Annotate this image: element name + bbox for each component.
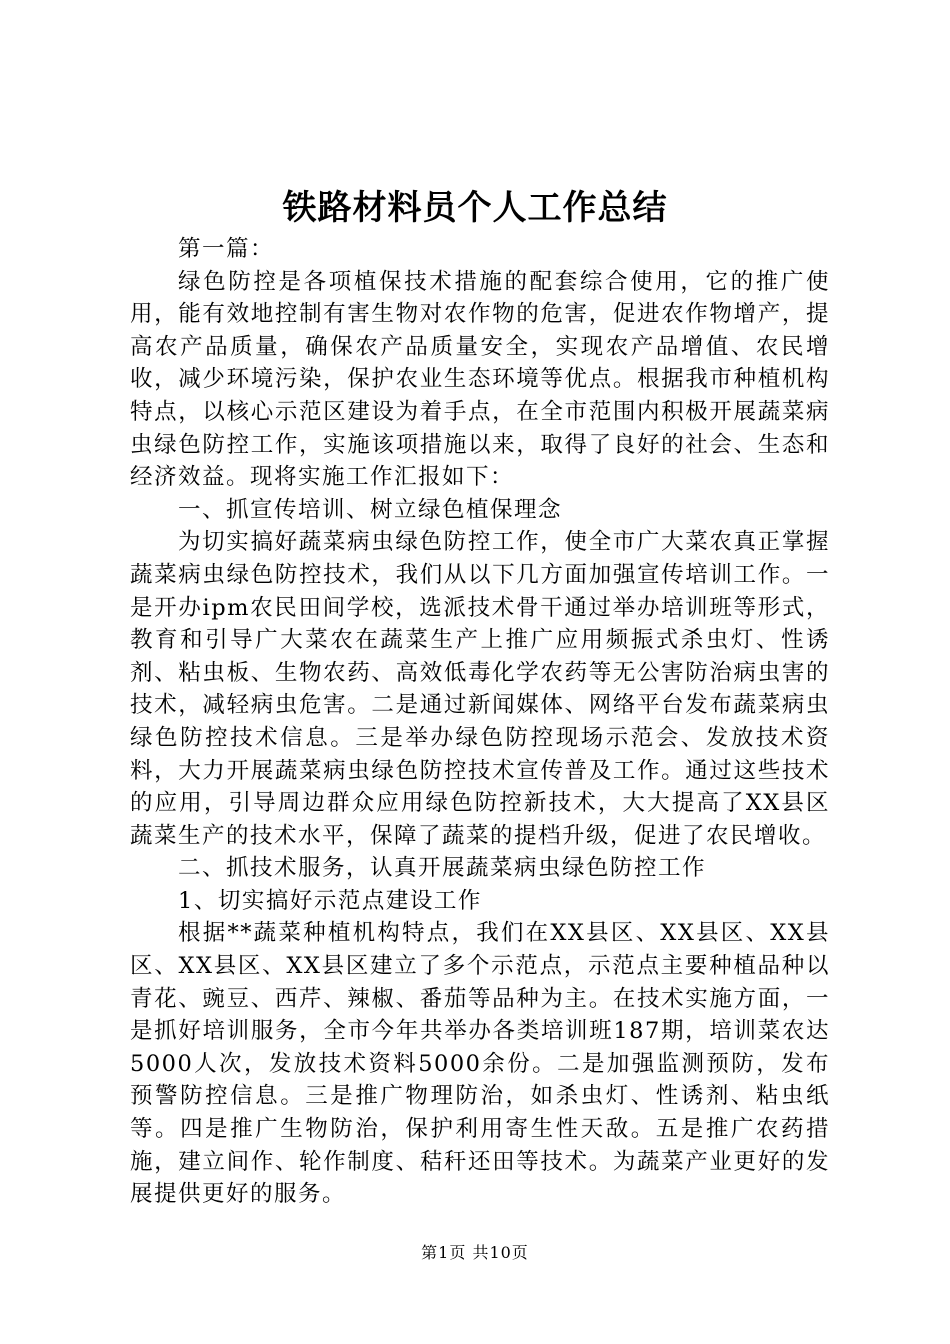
- body-paragraph: 为切实搞好蔬菜病虫绿色防控工作，使全市广大菜农真正掌握蔬菜病虫绿色防控技术，我们从以下几方面加强宣传培训工作。一是开办ipm农民田间学校，选派技术骨干通过举办培训班等形式，教育和引导广大菜农在蔬菜生产上推广应用频振式杀虫灯、性诱剂、粘虫板、生物农药、高效低毒化学农药等无公害防治病虫害的技术，减轻病虫危害。二是通过新闻媒体、网络平台发布蔬菜病虫绿色防控技术信息。三是举办绿色防控现场示范会、发放技术资料，大力开展蔬菜病虫绿色防控技术宣传普及工作。通过这些技术的应用，引导周边群众应用绿色防控新技术，大大提高了XX县区蔬菜生产的技术水平，保障了蔬菜的提档升级，促进了农民增收。: [130, 529, 830, 849]
- document-title: 铁路材料员个人工作总结: [282, 188, 668, 228]
- subsection-heading: 1、切实搞好示范点建设工作: [178, 887, 482, 914]
- body-paragraph: 绿色防控是各项植保技术措施的配套综合使用，它的推广使用，能有效地控制有害生物对农作物的危害，促进农作物增产，提高农产品质量，确保农产品质量安全，实现农产品增值、农民增收，减少环境污染，保护农业生态环境等优点。根据我市种植机构特点，以核心示范区建设为着手点，在全市范围内积极开展蔬菜病虫绿色防控工作，实施该项措施以来，取得了良好的社会、生态和经济效益。现将实施工作汇报如下：: [130, 268, 830, 491]
- body-paragraph: 根据**蔬菜种植机构特点，我们在XX县区、XX县区、XX县区、XX县区、XX县区建立了多个示范点，示范点主要种植品种以青花、豌豆、西芹、辣椒、番茄等品种为主。在技术实施方面，一是抓好培训服务，全市今年共举办各类培训班187期，培训菜农达5000人次，发放技术资料5000余份。二是加强监测预防，发布预警防控信息。三是推广物理防治，如杀虫灯、性诱剂、粘虫纸等。四是推广生物防治，保护利用寄生性天敌。五是推广农药措施，建立间作、轮作制度、秸秆还田等技术。为蔬菜产业更好的发展提供更好的服务。: [130, 920, 830, 1208]
- page-number-footer: 第1页 共10页: [421, 1243, 529, 1262]
- section-heading: 一、抓宣传培训、树立绿色植保理念: [178, 496, 563, 523]
- section-heading: 第一篇：: [178, 236, 275, 262]
- section-heading: 二、抓技术服务，认真开展蔬菜病虫绿色防控工作: [178, 855, 707, 882]
- document-body: [130, 233, 830, 1211]
